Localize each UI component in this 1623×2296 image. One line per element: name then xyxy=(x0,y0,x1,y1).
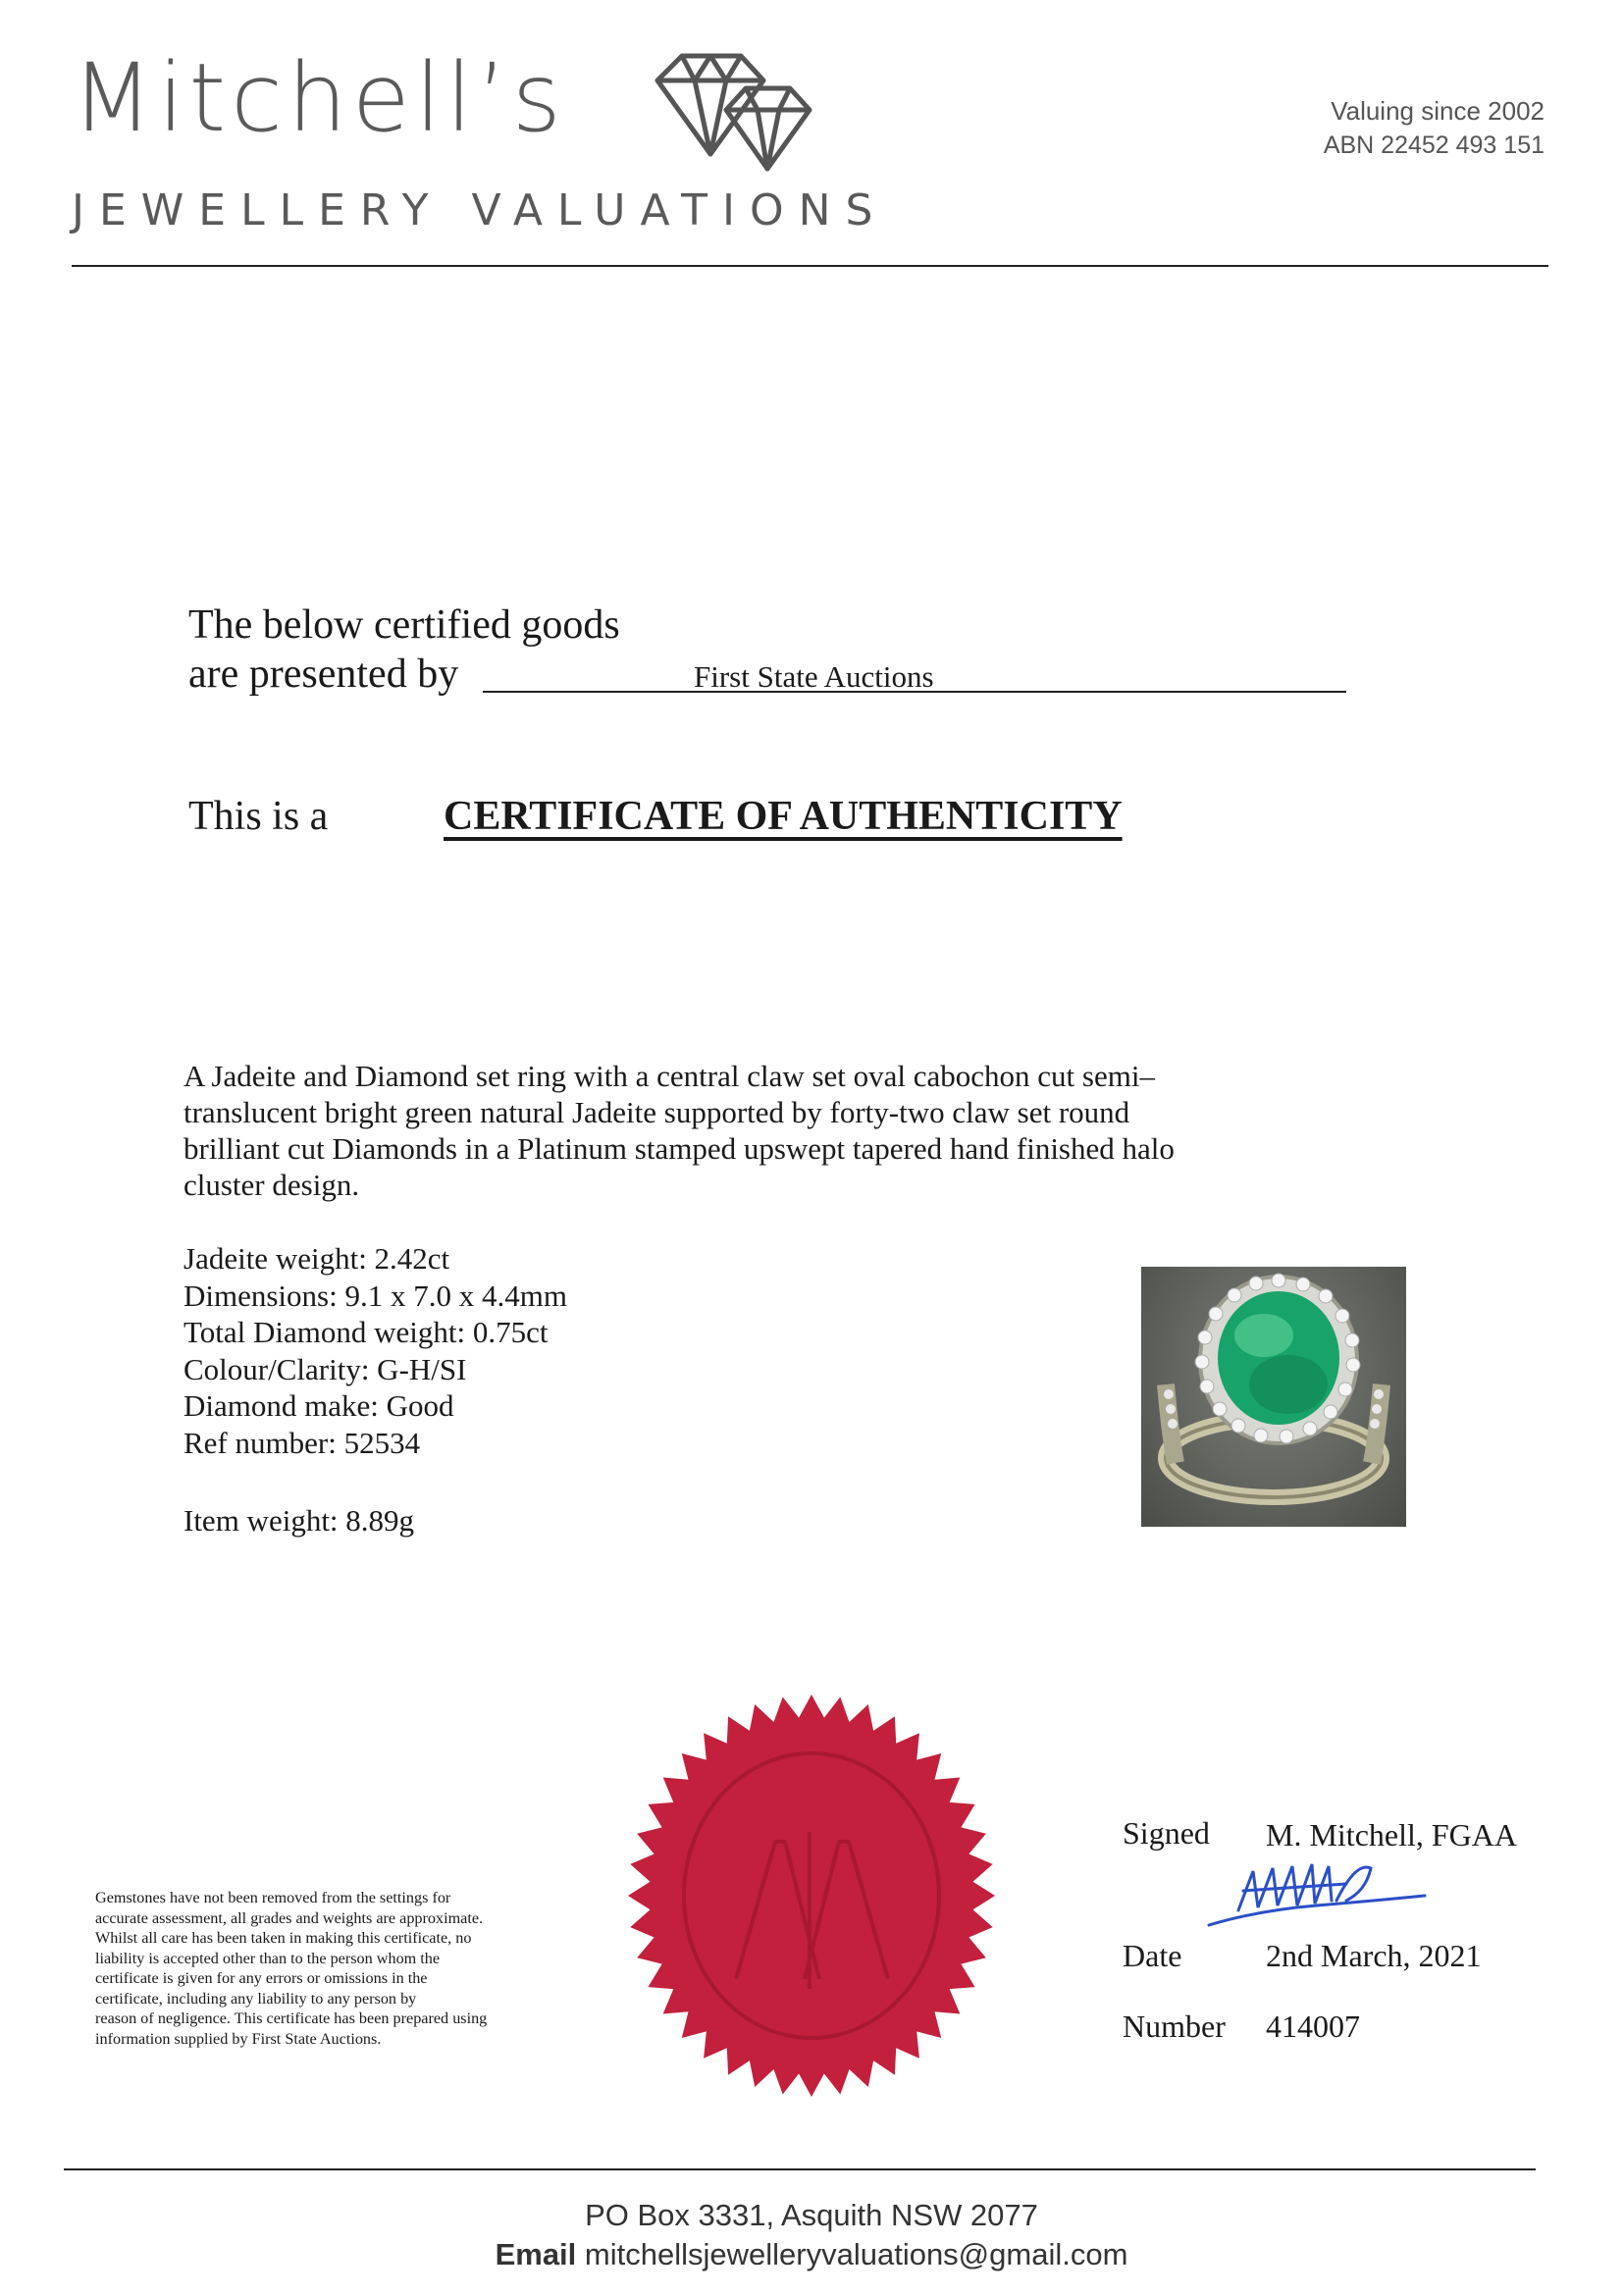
signed-value: M. Mitchell, FGAA xyxy=(1266,1817,1517,1852)
spec-diamond-make: Diamond make: Good xyxy=(183,1388,454,1423)
brand-subtitle: JEWELLERY VALUATIONS xyxy=(72,185,888,235)
spec-jadeite-weight: Jadeite weight: 2.42ct xyxy=(183,1241,450,1276)
disclaimer-line: accurate assessment, all grades and weights are approximate. xyxy=(95,1908,484,1927)
disclaimer-line: reason of negligence. This certificate has been prepared using xyxy=(95,2009,488,2027)
certificate-prefix: This is a xyxy=(188,794,329,839)
disclaimer-line: certificate is given for any errors or omissions in the xyxy=(95,1969,428,1987)
date-label: Date xyxy=(1123,1938,1182,1973)
ring-image xyxy=(1141,1267,1406,1527)
handwritten-signature xyxy=(1199,1856,1435,1935)
footer-divider xyxy=(64,2168,1536,2170)
spec-diamond-weight: Total Diamond weight: 0.75ct xyxy=(183,1315,549,1349)
spec-colour-clarity: Colour/Clarity: G-H/SI xyxy=(183,1351,467,1386)
item-weight: Item weight: 8.89g xyxy=(183,1503,415,1538)
wax-seal xyxy=(628,1695,996,2097)
email-address[interactable]: mitchellsjewelleryvaluations@gmail.com xyxy=(584,2237,1128,2271)
email-label: Email xyxy=(495,2237,577,2271)
diamond-outline-icon xyxy=(648,51,814,174)
number-value: 414007 xyxy=(1266,2009,1360,2044)
certificate-title: CERTIFICATE OF AUTHENTICITY xyxy=(444,794,1123,839)
valuing-since: Valuing since 2002 xyxy=(1331,96,1544,126)
presenter-field xyxy=(483,652,1346,693)
footer-address: PO Box 3331, Asquith NSW 2077 xyxy=(585,2198,1038,2232)
ring-photo xyxy=(1141,1267,1406,1527)
abn-number: ABN 22452 493 151 xyxy=(1323,131,1544,159)
disclaimer-line: information supplied by First State Auctions. xyxy=(95,2029,382,2048)
specs-list xyxy=(183,1240,567,1461)
presented-line-1: The below certified goods xyxy=(188,602,620,648)
disclaimer-line: Gemstones have not been removed from the settings for xyxy=(95,1889,451,1906)
header-divider xyxy=(72,265,1548,267)
brand-name: Mitchell’s xyxy=(72,43,566,153)
spec-dimensions: Dimensions: 9.1 x 7.0 x 4.4mm xyxy=(183,1278,567,1313)
disclaimer xyxy=(95,1888,586,2049)
disclaimer-line: liability is accepted other than to the person whom the xyxy=(95,1949,441,1967)
disclaimer-line: Whilst all care has been taken in making this certificate, no xyxy=(95,1929,472,1947)
date-value: 2nd March, 2021 xyxy=(1266,1938,1482,1973)
number-label: Number xyxy=(1123,2009,1226,2044)
footer-email-line xyxy=(0,2237,1623,2272)
presented-line-2: are presented by xyxy=(188,652,459,697)
item-description: A Jadeite and Diamond set ring with a central claw set oval cabochon cut semi–translucent bright green natural Jadeite supported by forty-two claw set round brilliant cut Diamonds in a Platinum stamped upswept tapered hand finished halo cluster design. xyxy=(183,1059,1175,1202)
signed-label: Signed xyxy=(1123,1815,1210,1851)
spec-ref-number: Ref number: 52534 xyxy=(183,1425,421,1460)
company-info xyxy=(1324,94,1544,163)
presenter-name: First State Auctions xyxy=(694,659,934,694)
disclaimer-line: certificate, including any liability to any person by xyxy=(95,1989,417,2008)
